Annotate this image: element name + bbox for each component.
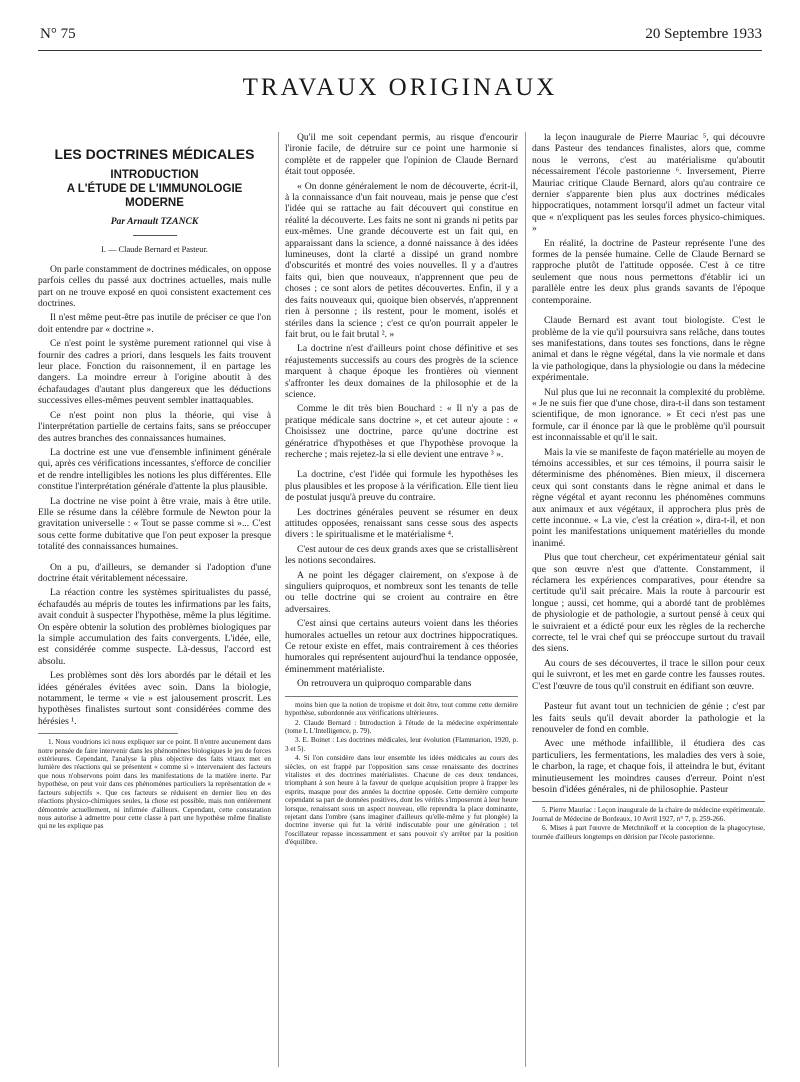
paragraph: Les doctrines générales peuvent se résumer en deux attitudes opposées, renaissant sans cesse sous des aspects divers : le spiritualisme et le matérialisme ⁴. (285, 506, 518, 541)
paragraph: Mais la vie se manifeste de façon matérielle au moyen de témoins accessibles, et sur ces témoins, il pourra saisir le déterminisme des phénomènes. Bien mieux, il discernera ceux qui sont constants dans le règne animal et dans le règne végétal et ayant reconnu les phénomènes communs aux animaux et aux végétaux, il approchera plus près de cette inconnue. « La vie, c'est la création », dira-t-il, et non point les manifestations uniquement matérielles du monde inanimé. (532, 446, 765, 549)
column-divider (278, 132, 279, 1067)
footnote: 4. Si l'on considère dans leur ensemble les idées médicales au cours des siècles, on est frappé par l'opposition sans cesse renaissante des doctrines vitalistes et des doctrines matérialistes. Chacune de ces deux tendances, triomphant à son heure à la faveur de quelque acquisition propre à frapper les esprits, masque pour des années la doctrine opposée. Cette dernière comporte cependant sa part de données positives, dont les vérités s'imposeront à leur heure lorsque, renaissant sous un aspect nouveau, elle reprendra la place dominante, rejetant dans l'ombre (sans imaginer d'ailleurs qu'elle-même y fut plongée) la doctrine inverse qui fut la vérité indiscutable pour une génération ; tel l'oscillateur repasse incessamment et sans pouvoir s'y arrêter par la position d'équilibre. (285, 754, 518, 847)
paragraph: La doctrine est une vue d'ensemble infiniment générale qui, après ces vérifications incessantes, s'efforce de concilier et de rendre intelligibles les notions les plus différentes. Elle constitue l'interprétation générale d'attente la plus plausible. (38, 446, 271, 493)
article-title: LES DOCTRINES MÉDICALES (54, 146, 255, 162)
footnote: moins bien que la notion de tropisme et doit être, tout comme cette dernière hypothèse, subordonnée aux vérifications ultérieures. (285, 700, 518, 718)
paragraph: Au cours de ses découvertes, il trace le sillon pour ceux qui le suivront, et les met en garde contre les fausses routes. C'est l'œuvre de tous qu'il construit en édifiant son œuvre. (532, 657, 765, 692)
paragraph: A ne point les dégager clairement, on s'expose à de singuliers quiproquos, et nombreux sont les tenants de telle ou telle doctrine qui se croient au contraire en être adversaires. (285, 569, 518, 615)
footnote-separator (38, 733, 178, 734)
paragraph: la leçon inaugurale de Pierre Mauriac ⁵, qui découvre dans Pasteur des tendances finalistes, alors que, comme nous le verrons, c'est au matérialisme qu'aboutit nécessairement l'école pastorienne ⁶. Inversement, Pierre Mauriac critique Claude Bernard, alors qu'au contraire ce dernier s'apparente bien plus aux doctrines médicales hippocratiques, notamment lorsqu'il admet un facteur vital que « n'expliquent pas les seules forces physico-chimiques. » (532, 132, 765, 235)
footnote-separator (285, 696, 518, 697)
paragraph: Qu'il me soit cependant permis, au risque d'encourir l'ironie facile, de détruire sur ce point une harmonie si complète et de rappeler que l'opinion de Claude Bernard était tout opposée. (285, 132, 518, 178)
paragraph: C'est autour de ces deux grands axes que se cristallisèrent les notions secondaires. (285, 543, 518, 567)
paragraph: Plus que tout chercheur, cet expérimentateur génial sait que son œuvre n'est que d'attente. Constamment, il réclamera les expériences comparatives, pour étendre sa certitude qu'il sait précaire. Mais la route à parcourir est longue ; aussi, cet homme, qui a abordé tant de problèmes de physiologie et de pathologie, a surtout pensé à ceux qui le suivraient et a édicté pour eux les règles de la recherche correcte, tel le vrai chef qui se préoccupe surtout du travail des siens. (532, 552, 765, 655)
paragraph: Comme le dit très bien Bouchard : « Il n'y a pas de pratique médicale sans doctrine », et cet auteur ajoute : « Choisissez une doctrine, parce qu'une doctrine est génératrice d'hypothèses et que l'hypothèse provoque la recherche ; mais rejetez-la si elle devient une entrave ³ ». (285, 403, 518, 460)
paragraph: La doctrine, c'est l'idée qui formule les hypothèses les plus plausibles et les propose à la vérification. Elle tient lieu de postulat jusqu'à preuve du contraire. (285, 469, 518, 504)
paragraph: Nul plus que lui ne reconnait la complexité du problème. « Je ne suis fier que d'une chose, dira-t-il dans son testament scientifique, de mon ignorance. » Et ceci n'est pas une formule, car il énonce par là que le problème qu'il poursuit est inconnaissable et qu'il le sait. (532, 386, 765, 444)
paragraph: En réalité, la doctrine de Pasteur représente l'une des formes de la pensée humaine. Celle de Claude Bernard se rapproche plutôt de l'attitude opposée. C'est à ce titre seulement que nous nous permettons d'établir ici un parallèle entre les deux plus grands savants de l'époque contemporaine. (532, 237, 765, 306)
section-heading: I. — Claude Bernard et Pasteur. (101, 245, 208, 255)
footnote: 5. Pierre Mauriac : Leçon inaugurale de la chaire de médecine expérimentale. Journal de Médecine de Bordeaux, 10 Avril 1927, n° 7, p. 259-266. (532, 806, 765, 823)
paragraph: « On donne généralement le nom de découverte, écrit-il, à la connaissance d'un fait nouveau, mais je pense que c'est l'idée qui se rattache au fait découvert qui constitue en réalité la découverte. Les faits ne sont ni grands ni petits par eux-mêmes. Une grande découverte est un fait qui, en apparaissant dans la science, a donné naissance à des idées lumineuses, dont la clarté a dissipé un grand nombre d'obscurités et montré des voies nouvelles. Il y a d'autres faits qui, bien que nouveaux, n'apprennent que peu de choses ; ce sont alors de petites découvertes. Enfin, il y a des faits nouveaux qui, quoique bien observés, n'apprennent rien à personne ; ils restent, pour le moment, isolés et stériles dans la science ; c'est ce qu'on pourrait appeler le fait brut, ou le fait brutal ². » (285, 180, 518, 340)
paragraph: On retrouvera un quiproquo comparable dans (297, 678, 472, 690)
footnote: 1. Nous voudrions ici nous expliquer sur ce point. Il n'entre aucunement dans notre pensée de faire intervenir dans les phénomènes biologiques le jeu de forces extérieures. Cependant, l'analyse la plus objective des faits vitaux met en lumière des réactions qui se présentent « comme si » intervenaient des facteurs que nous n'observons point dans les manifestations de la matière inerte. Par hypothèse, on peut voir dans ces phénomènes particuliers la représentation de « facteurs subjectifs ». Que ces facteurs se réduisent en dernier lieu en des réactions physico-chimiques seules, la chose est possible, mais non entièrement démontrée actuellement, ni infirmée d'ailleurs. Cependant, cette constatation nous autorise à admettre pour cette classe à part une hypothèse même finaliste qui ne les explique pas (38, 738, 271, 831)
column-2 (285, 132, 518, 848)
article-subtitle-1: INTRODUCTION (110, 169, 199, 181)
paragraph: Il n'est même peut-être pas inutile de préciser ce que l'on doit entendre par « doctrine ». (38, 312, 271, 335)
section-title: TRAVAUX ORIGINAUX (242, 74, 558, 101)
footnote: 6. Mises à part l'œuvre de Metchnikoff et la conception de la phagocytose, tournée d'ailleurs longtemps en dérision par l'école pastorienne. (532, 824, 765, 841)
paragraph: Pasteur fut avant tout un technicien de génie ; c'est par les faits seuls qu'il devait aborder la pathologie et la renouveler de fond en comble. (532, 701, 765, 735)
paragraph: La doctrine n'est d'ailleurs point chose définitive et ses réajustements successifs au cours des progrès de la science marquent à chaque époque les frontières où viennent s'affronter les deux domaines de la philosophie et de la science. (285, 343, 518, 400)
article-subtitle-3: MODERNE (125, 197, 184, 209)
footnote-separator (532, 801, 765, 802)
title-divider (133, 235, 177, 236)
column-1 (38, 132, 271, 832)
paragraph: Claude Bernard est avant tout biologiste. C'est le problème de la vie qu'il poursuivra sans relâche, dans toutes ses manifestations, dans toutes ses fonctions, dans le règne animal et dans le règne végétal, dans la vie normale et dans la vie pathologique, dans la physiologie ou dans la médecine expérimentale. (532, 315, 765, 384)
article-subtitle-2: A L'ÉTUDE DE L'IMMUNOLOGIE (66, 183, 243, 195)
paragraph: La doctrine ne vise point à être vraie, mais à être utile. Elle se résume dans la célèbre formule de Newton pour la gravitation universelle : « Tout se passe comme si »... C'est sous cette forme dubitative que l'on peut exposer la presque totalité des connaissances humaines. (38, 495, 271, 553)
paragraph: Les problèmes sont dès lors abordés par le détail et les idées générales évitées avec soin. Dans la biologie, notamment, le terme « vie » est jalousement proscrit. Les hypothèses finalistes surtout sont considérées comme des hérésies ¹. (38, 670, 271, 727)
issue-date: 20 Septembre 1933 (645, 26, 762, 42)
issue-number: N° 75 (40, 26, 76, 42)
footnote: 3. E. Boinet : Les doctrines médicales, leur évolution (Flammarion, 1920, p. 3 et 5). (285, 736, 518, 753)
paragraph: La réaction contre les systèmes spiritualistes du passé, échafaudés au mépris de toutes les infirmations par les faits, avait conduit à suspecter l'hypothèse, même la plus légitime. On espère obtenir la solution des problèmes biologiques par la simple accumulation des faits convergents. L'idée, elle, est considérée comme suspecte. Là-dessus, l'accord est absolu. (38, 587, 271, 667)
paragraph: Ce n'est point non plus la théorie, qui vise à l'interprétation partielle de certains faits, sans se préoccuper des autres branches des connaissances humaines. (38, 409, 271, 444)
paragraph: Avec une méthode infaillible, il étudiera des cas particuliers, les fermentations, les maladies des vers à soie, le charbon, la rage, et chaque fois, il atteindra le but, évitant minutieusement les moindres causes d'erreur. Point n'est besoin d'idées générales, ni de philosophie. Pasteur (532, 738, 765, 795)
paragraph: Ce n'est point le système purement rationnel qui vise à fournir des cadres a priori, dans lesquels les faits trouvent leur place. Fonction du raisonnement, il en partage les dangers. La moindre erreur à l'origine aboutit à des échafaudages d'autant plus dangereux que les déductions successives elles-mêmes peuvent sembler inattaquables. (38, 338, 271, 407)
paragraph: C'est ainsi que certains auteurs voient dans les théories humorales actuelles un retour aux doctrines hippocratiques. Ce retour existe en effet, mais contrairement à ces théories humorales qui représentent aujourd'hui la tendance opposée, éminemment matérialiste. (285, 618, 518, 675)
article-columns (38, 132, 765, 1067)
footnote: 2. Claude Bernard : Introduction à l'étude de la médecine expérimentale (tome I, L'Intelligence, p. 79). (285, 718, 518, 735)
paragraph: On parle constamment de doctrines médicales, on oppose parfois celles du passé aux doctrines actuelles, mais nulle part on ne trouve exposé en quoi consistent exactement ces doctrines. (38, 263, 271, 310)
column-3 (532, 132, 765, 842)
column-divider (525, 132, 526, 1067)
header-rule (38, 50, 762, 51)
article-author: Par Arnault TZANCK (110, 216, 199, 227)
paragraph: On a pu, d'ailleurs, se demander si l'adoption d'une doctrine était véritablement nécessaire. (38, 561, 271, 584)
